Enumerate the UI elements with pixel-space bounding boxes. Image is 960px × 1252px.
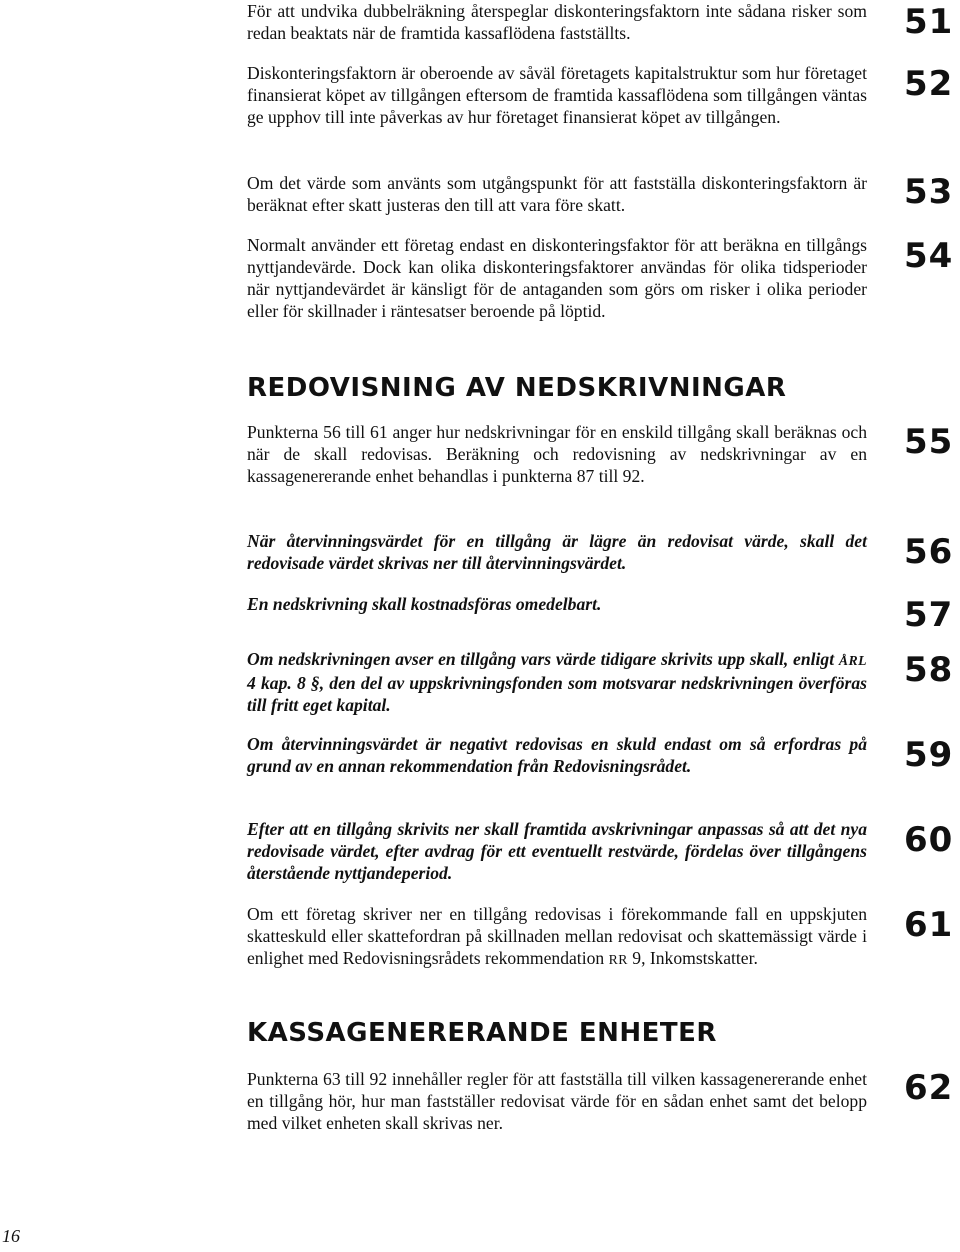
paragraph-55: Punkterna 56 till 61 anger hur nedskrivningar för en enskild tillgång skall beräknas och när de skall redovisas. Beräkning och redovisning av nedskrivningar av en kassagenererande enhet behandlas i punkterna 87 till 92. [247, 422, 867, 486]
paragraph-58-abbreviation: ÅRL [838, 653, 867, 668]
paragraph-61-abbreviation: RR [608, 952, 628, 967]
paragraph-58 [247, 648, 867, 716]
paragraph-59: Om återvinningsvärdet är negativt redovisas en skuld endast om så erfordras på grund av en annan rekommendation från Redovisningsrådet. [247, 734, 867, 776]
paragraph-number-52: 52 [904, 64, 954, 104]
paragraph-54: Normalt använder ett företag endast en diskonteringsfaktor för att beräkna en tillgångs nyttjandevärde. Dock kan olika diskonteringsfaktorer användas för olika tidsperioder när nyttjandevärdet är känsligt för de antaganden som görs om risker i olika perioder eller för skillnader i räntesatser beroende på löptid. [247, 235, 867, 321]
paragraph-number-61: 61 [904, 905, 954, 945]
paragraph-number-59: 59 [904, 735, 954, 775]
paragraph-58-text-a: Om nedskrivningen avser en tillgång vars värde tidigare skrivits upp skall, enligt [247, 649, 839, 669]
paragraph-52: Diskonteringsfaktorn är oberoende av såväl företagets kapitalstruktur som hur företaget finansierat köpet av tillgången eftersom de framtida kassaflödena som tillgången väntas ge upphov till inte påverkas av hur företaget finansierat köpet av tillgången. [247, 63, 867, 127]
paragraph-61 [247, 903, 867, 971]
section-heading-redovisning: REDOVISNING AV NEDSKRIVNINGAR [247, 373, 787, 403]
paragraph-60: Efter att en tillgång skrivits ner skall framtida avskrivningar anpassas så att det nya redovisade värdet, efter avdrag för ett eventuellt restvärde, fördelas över tillgångens återstående nyttjandeperiod. [247, 819, 867, 883]
paragraph-58-text-b: 4 kap. 8 §, den del av uppskrivningsfonden som motsvarar nedskrivningen överföras till fritt eget kapital. [247, 673, 867, 715]
paragraph-number-57: 57 [904, 595, 954, 635]
paragraph-51: För att undvika dubbelräkning återspeglar diskonteringsfaktorn inte sådana risker som redan beaktats när de framtida kassaflödena fastställts. [247, 1, 867, 43]
paragraph-number-56: 56 [904, 532, 954, 572]
paragraph-61-text-b: 9, Inkomstskatter. [627, 948, 758, 968]
paragraph-number-58: 58 [904, 650, 954, 690]
paragraph-number-62: 62 [904, 1068, 954, 1108]
section-heading-kassagenererande: KASSAGENERERANDE ENHETER [247, 1018, 717, 1048]
paragraph-number-55: 55 [904, 422, 954, 462]
paragraph-number-51: 51 [904, 2, 954, 42]
paragraph-57: En nedskrivning skall kostnadsföras omedelbart. [247, 594, 602, 614]
paragraph-number-53: 53 [904, 172, 954, 212]
paragraph-number-60: 60 [904, 820, 954, 860]
paragraph-61-text-a: Om ett företag skriver ner en tillgång redovisas i förekommande fall en uppskjuten skatteskuld eller skattefordran på skillnaden mellan redovisat och skattemässigt värde i enlighet med Redovisningsrådets rekommendation [247, 904, 867, 968]
paragraph-number-54: 54 [904, 236, 954, 276]
page-number: 16 [2, 1226, 20, 1246]
paragraph-56: När återvinningsvärdet för en tillgång är lägre än redovisat värde, skall det redovisade värdet skrivas ner till återvinningsvärdet. [247, 531, 867, 573]
paragraph-62: Punkterna 63 till 92 innehåller regler för att fastställa till vilken kassagenererande enhet en tillgång hör, hur man fastställer redovisat värde för en sådan enhet samt det belopp med vilket enheten skall skrivas ner. [247, 1069, 867, 1133]
paragraph-53: Om det värde som använts som utgångspunkt för att fastställa diskonteringsfaktorn är beräknat efter skatt justeras den till att vara före skatt. [247, 173, 867, 215]
